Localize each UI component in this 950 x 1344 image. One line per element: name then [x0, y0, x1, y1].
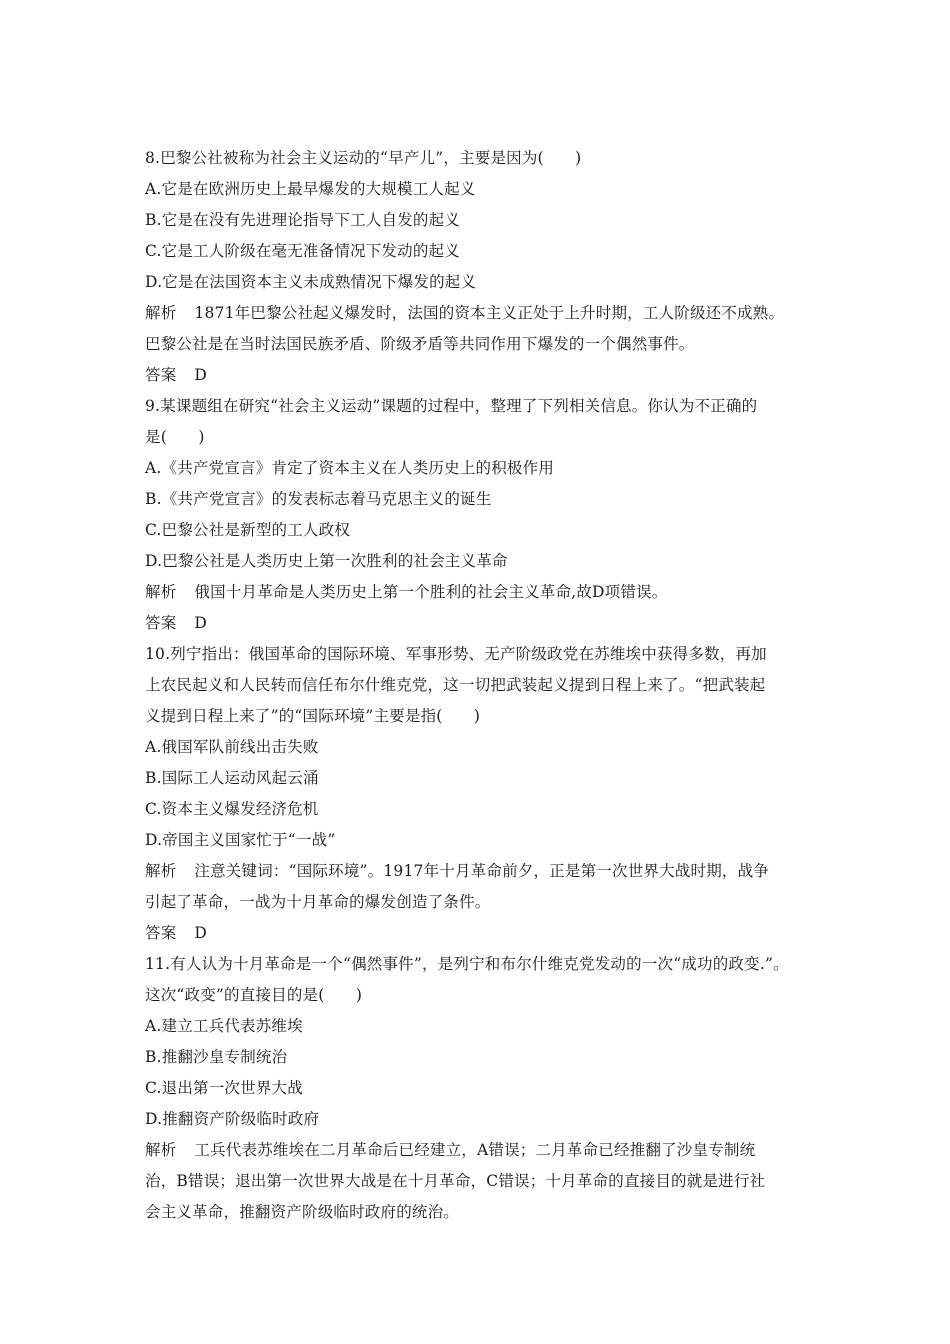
question-9-answer [145, 608, 825, 639]
question-9-stem-cont: 是( ) [145, 428, 205, 446]
question-8-option-c: C.它是工人阶级在毫无准备情况下发动的起义 [145, 242, 460, 260]
question-10-option-d: D.帝国主义国家忙于“一战” [145, 831, 336, 849]
answer-label: 答案 [145, 366, 177, 384]
question-10-analysis-cont: 引起了革命，一战为十月革命的爆发创造了条件。 [145, 893, 491, 911]
question-10-option-a: A.俄国军队前线出击失败 [145, 738, 319, 756]
question-11-option-d: D.推翻资产阶级临时政府 [145, 1110, 320, 1128]
question-8-option-b: B.它是在没有先进理论指导下工人自发的起义 [145, 211, 461, 229]
answer-value: D [194, 614, 208, 632]
question-11-stem: 11.有人认为十月革命是一个“偶然事件”，是列宁和布尔什维克党发动的一次“成功的政变.”。 [145, 955, 789, 973]
analysis-label: 解析 [145, 1141, 177, 1159]
question-10-stem-cont-2: 义提到日程上来了”的“国际环境”主要是指( ) [145, 707, 481, 725]
question-11-analysis-cont-1: 治，B错误；退出第一次世界大战是在十月革命，C错误；十月革命的直接目的就是进行社 [145, 1172, 766, 1190]
question-9-stem: 9.某课题组在研究“社会主义运动”课题的过程中，整理了下列相关信息。你认为不正确的 [145, 397, 758, 415]
answer-label: 答案 [145, 614, 177, 632]
question-11-option-b: B.推翻沙皇专制统治 [145, 1048, 288, 1066]
question-11-option-c: C.退出第一次世界大战 [145, 1079, 303, 1097]
question-11-option-a: A.建立工兵代表苏维埃 [145, 1017, 303, 1035]
question-10-option-c: C.资本主义爆发经济危机 [145, 800, 319, 818]
question-11-analysis-cont-2: 会主义革命，推翻资产阶级临时政府的统治。 [145, 1203, 460, 1221]
question-9-analysis [145, 577, 825, 608]
question-10-answer [145, 918, 825, 949]
analysis-label: 解析 [145, 862, 177, 880]
question-8-option-a: A.它是在欧洲历史上最早爆发的大规模工人起义 [145, 180, 476, 198]
analysis-text: 工兵代表苏维埃在二月革命后已经建立，A错误；二月革命已经推翻了沙皇专制统 [194, 1141, 756, 1159]
analysis-text: 注意关键词：“国际环境”。1917年十月革命前夕，正是第一次世界大战时期，战争 [194, 862, 770, 880]
answer-value: D [194, 924, 208, 942]
question-10-stem: 10.列宁指出：俄国革命的国际环境、军事形势、无产阶级政党在苏维埃中获得多数，再加 [145, 645, 767, 663]
question-11-analysis [145, 1135, 825, 1166]
answer-label: 答案 [145, 924, 177, 942]
question-8-answer [145, 360, 825, 391]
question-9-option-d: D.巴黎公社是人类历史上第一次胜利的社会主义革命 [145, 552, 508, 570]
analysis-text: 俄国十月革命是人类历史上第一个胜利的社会主义革命,故D项错误。 [194, 583, 668, 601]
document-page [145, 143, 825, 1228]
question-8-analysis [145, 298, 825, 329]
question-8-analysis-cont: 巴黎公社是在当时法国民族矛盾、阶级矛盾等共同作用下爆发的一个偶然事件。 [145, 335, 695, 353]
question-10-analysis [145, 856, 825, 887]
analysis-text: 1871年巴黎公社起义爆发时，法国的资本主义正处于上升时期，工人阶级还不成熟。 [194, 304, 785, 322]
analysis-label: 解析 [145, 304, 177, 322]
question-9-option-b: B.《共产党宣言》的发表标志着马克思主义的诞生 [145, 490, 492, 508]
analysis-label: 解析 [145, 583, 177, 601]
question-10-stem-cont-1: 上农民起义和人民转而信任布尔什维克党，这一切把武装起义提到日程上来了。“把武装起 [145, 676, 766, 694]
question-11-stem-cont: 这次“政变”的直接目的是( ) [145, 986, 363, 1004]
question-9-option-c: C.巴黎公社是新型的工人政权 [145, 521, 351, 539]
question-9-option-a: A.《共产党宣言》肯定了资本主义在人类历史上的积极作用 [145, 459, 555, 477]
question-10-option-b: B.国际工人运动风起云涌 [145, 769, 319, 787]
question-8-option-d: D.它是在法国资本主义未成熟情况下爆发的起义 [145, 273, 477, 291]
answer-value: D [194, 366, 208, 384]
question-8-stem: 8.巴黎公社被称为社会主义运动的“早产儿”，主要是因为( ) [145, 149, 582, 167]
